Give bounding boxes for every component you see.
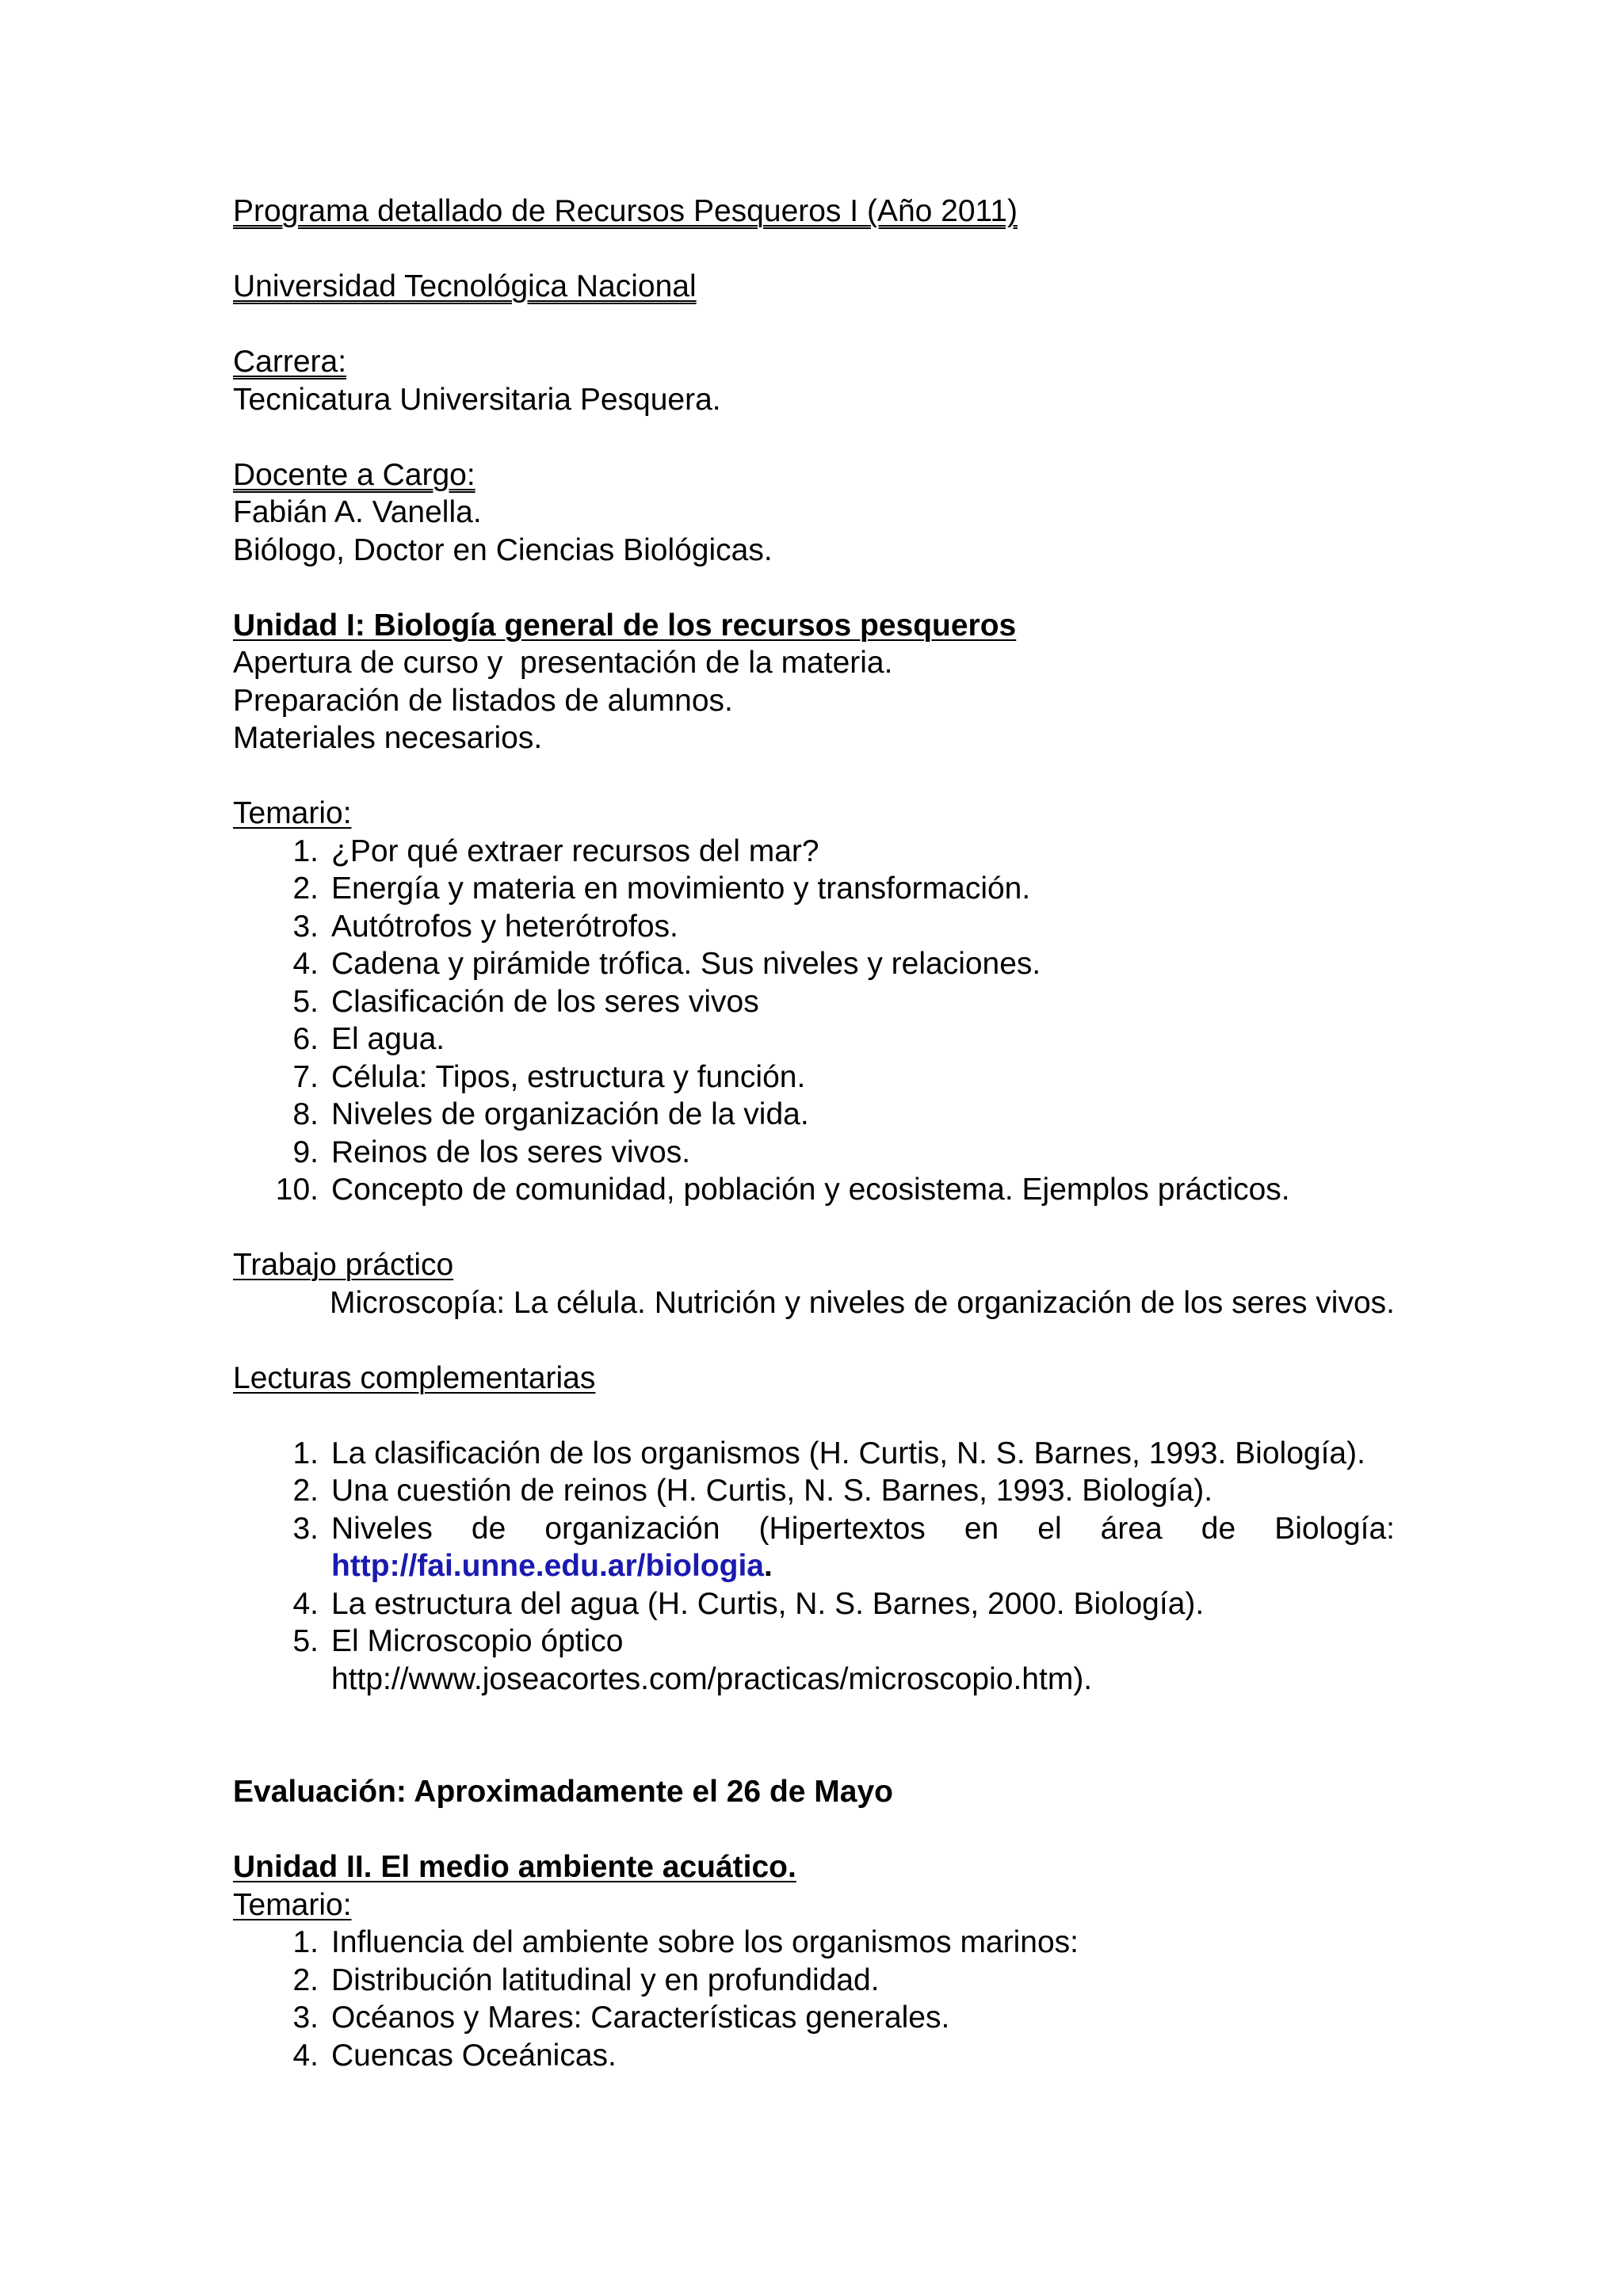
unit-1-syllabus-list — [233, 833, 1395, 1209]
list-item: 6. El agua. — [292, 1022, 445, 1056]
list-item: 2. Una cuestión de reinos (H. Curtis, N. S. Barnes, 1993. Biología). — [292, 1474, 1213, 1508]
unit-1-intro-line: Materiales necesarios. — [233, 721, 543, 755]
page-title: Programa detallado de Recursos Pesqueros I (Año 2011) — [233, 194, 1018, 228]
list-item: 5. Clasificación de los seres vivos — [292, 984, 759, 1019]
list-item: 10. Concepto de comunidad, población y ecosistema. Ejemplos prácticos. — [275, 1173, 1290, 1207]
career-label: Carrera: — [233, 345, 347, 379]
list-item: 2. Energía y materia en movimiento y transformación. — [292, 871, 1031, 906]
unit-1-syllabus-label: Temario: — [233, 796, 352, 830]
list-item: 4. Cuencas Oceánicas. — [292, 2038, 617, 2073]
list-item: 4. Cadena y pirámide trófica. Sus niveles y relaciones. — [292, 947, 1041, 981]
unit-2-syllabus-label: Temario: — [233, 1887, 352, 1922]
list-item: 5. El Microscopio óptico http://www.joseacortes.com/practicas/microscopio.htm). — [292, 1624, 1093, 1696]
biology-link[interactable]: http://fai.unne.edu.ar/biologia — [331, 1549, 764, 1583]
readings-list — [233, 1435, 1395, 1699]
teacher-label: Docente a Cargo: — [233, 457, 475, 492]
list-item: 7. Célula: Tipos, estructura y función. — [292, 1059, 806, 1094]
list-item: 3. Niveles de organización (Hipertextos en el área de Biología: http://fai.unne.edu.ar/biologia. — [292, 1511, 1395, 1583]
practical-work-text: Microscopía: La célula. Nutrición y niveles de organización de los seres vivos. — [330, 1285, 1395, 1320]
list-item: 1. La clasificación de los organismos (H. Curtis, N. S. Barnes, 1993. Biología). — [292, 1436, 1365, 1470]
list-item: 8. Niveles de organización de la vida. — [292, 1097, 809, 1131]
unit-1-intro-line: Apertura de curso y presentación de la materia. — [233, 646, 893, 680]
list-item: 1. ¿Por qué extraer recursos del mar? — [292, 833, 819, 868]
teacher-name: Fabián A. Vanella. — [233, 495, 482, 529]
list-item: 2. Distribución latitudinal y en profundidad. — [292, 1962, 880, 1997]
unit-1-intro-line: Preparación de listados de alumnos. — [233, 683, 733, 718]
unit-2-syllabus-list — [233, 1924, 1395, 2074]
list-item: 3. Autótrofos y heterótrofos. — [292, 909, 678, 944]
list-item: 3. Océanos y Mares: Características generales. — [292, 2000, 950, 2035]
document-body — [233, 193, 1395, 2074]
career-value: Tecnicatura Universitaria Pesquera. — [233, 382, 721, 417]
university-name: Universidad Tecnológica Nacional — [233, 269, 697, 303]
list-item: 1. Influencia del ambiente sobre los organismos marinos: — [292, 1925, 1079, 1959]
list-item: 4. La estructura del agua (H. Curtis, N. S. Barnes, 2000. Biología). — [292, 1586, 1205, 1621]
readings-label: Lecturas complementarias — [233, 1360, 596, 1395]
unit-1-heading: Unidad I: Biología general de los recursos pesqueros — [233, 608, 1017, 643]
list-item: 9. Reinos de los seres vivos. — [292, 1135, 691, 1169]
teacher-title: Biólogo, Doctor en Ciencias Biológicas. — [233, 532, 773, 567]
unit-2-heading: Unidad II. El medio ambiente acuático. — [233, 1850, 796, 1884]
practical-work-label: Trabajo práctico — [233, 1248, 454, 1282]
evaluation-date: Evaluación: Aproximadamente el 26 de Mayo — [233, 1775, 893, 1809]
